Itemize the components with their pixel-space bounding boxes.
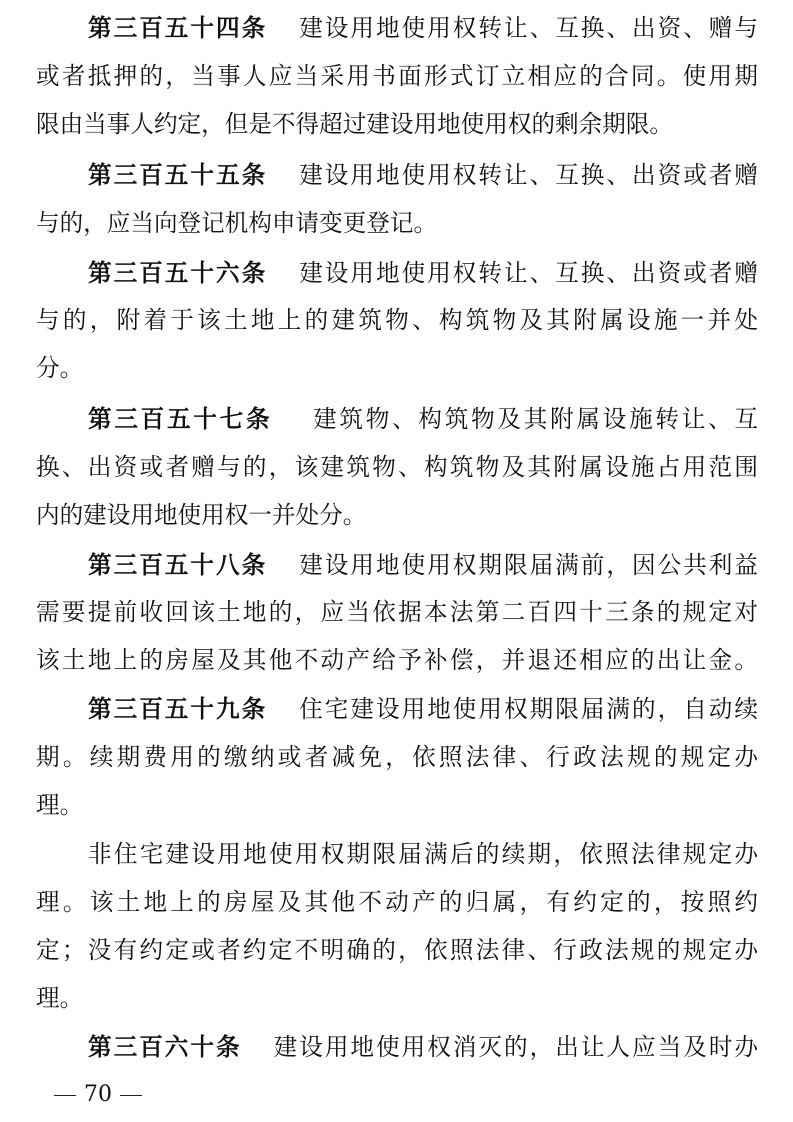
article-355-line-2: 与的，应当向登记机构申请变更登记。 <box>36 209 438 237</box>
article-359-title: 第三百五十九条 <box>88 695 268 723</box>
page-footer <box>46 1080 150 1110</box>
article-356-text-1: 建设用地使用权转让、互换、出资或者赠 <box>297 259 759 287</box>
article-357-text-1: 建筑物、构筑物及其附属设施转让、互 <box>310 405 759 433</box>
article-358-text-1: 建设用地使用权期限届满前，因公共利益 <box>297 551 759 579</box>
article-360-line-1 <box>88 1027 758 1067</box>
page-number: 70 <box>84 1082 112 1107</box>
article-357-line-2: 换、出资或者赠与的，该建筑物、构筑物及其附属设施占用范围 <box>36 453 758 481</box>
footer-dash-left <box>54 1095 76 1096</box>
article-359-line-3: 理。 <box>36 791 84 819</box>
article-355-line-1 <box>88 155 758 195</box>
article-356-line-2: 与的，附着于该土地上的建筑物、构筑物及其附属设施一并处 <box>36 306 758 334</box>
article-360-text-1: 建设用地使用权消灭的，出让人应当及时办 <box>271 1033 759 1061</box>
article-360-title: 第三百六十条 <box>88 1033 242 1061</box>
article-358-line-2: 需要提前收回该土地的，应当依据本法第二百四十三条的规定对 <box>36 598 758 626</box>
article-354-line-3: 限由当事人约定，但是不得超过建设用地使用权的剩余期限。 <box>36 110 674 138</box>
article-359-line-2: 期。续期费用的缴纳或者减免，依照法律、行政法规的规定办 <box>36 743 758 771</box>
article-356-line-1 <box>88 253 758 293</box>
article-359-line-1 <box>88 689 758 729</box>
article-359-para2-line-3: 定；没有约定或者约定不明确的，依照法律、行政法规的规定办 <box>36 936 758 964</box>
article-357-line-1 <box>88 399 758 439</box>
article-354-text-1: 建设用地使用权转让、互换、出资、赠与 <box>297 14 759 42</box>
article-358-line-1 <box>88 545 758 585</box>
article-356-line-3: 分。 <box>36 354 84 382</box>
article-354-line-1 <box>88 8 758 48</box>
article-356-title: 第三百五十六条 <box>88 259 268 287</box>
footer-dash-right <box>120 1095 142 1096</box>
article-357-title: 第三百五十七条 <box>88 405 273 433</box>
article-355-text-1: 建设用地使用权转让、互换、出资或者赠 <box>297 161 759 189</box>
article-355-title: 第三百五十五条 <box>88 161 268 189</box>
article-358-line-3: 该土地上的房屋及其他不动产给予补偿，并退还相应的出让金。 <box>36 646 758 674</box>
article-354-title: 第三百五十四条 <box>88 14 268 42</box>
article-359-para2-line-1: 非住宅建设用地使用权期限届满后的续期，依照法律规定办 <box>88 840 758 868</box>
article-359-para2-line-4: 理。 <box>36 984 84 1012</box>
article-358-title: 第三百五十八条 <box>88 551 268 579</box>
article-359-text-1: 住宅建设用地使用权期限届满的，自动续 <box>297 695 759 723</box>
article-354-line-2: 或者抵押的，当事人应当采用书面形式订立相应的合同。使用期 <box>36 62 758 90</box>
article-357-line-3: 内的建设用地使用权一并处分。 <box>36 501 367 529</box>
article-359-para2-line-2: 理。该土地上的房屋及其他不动产的归属，有约定的，按照约 <box>36 888 758 916</box>
